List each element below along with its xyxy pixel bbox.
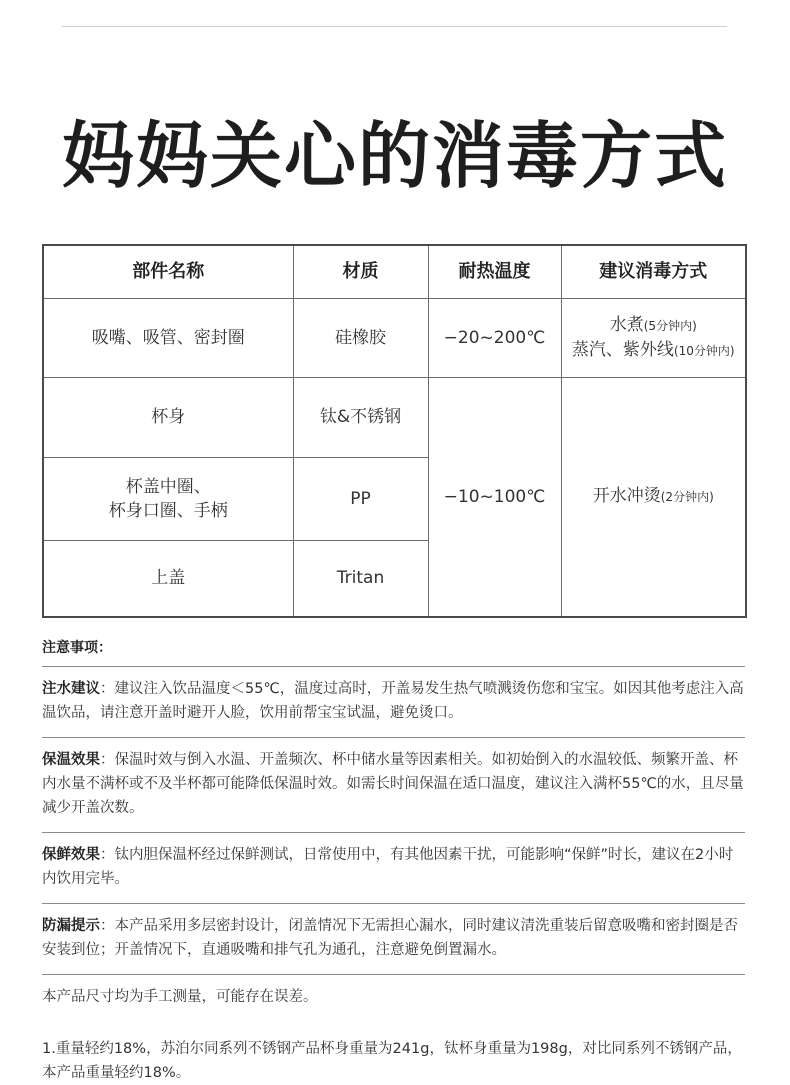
cell-material: PP xyxy=(293,457,428,540)
note-text: ：钛内胆保温杯经过保鲜测试，日常使用中，有其他因素干扰，可能影响“保鲜”时长，建议在2小时内饮用完毕。 xyxy=(42,847,734,887)
cell-part: 上盖 xyxy=(43,540,293,617)
header-material: 材质 xyxy=(293,245,428,298)
cell-part-line: 杯盖中圈、 xyxy=(125,476,211,497)
header-part-name: 部件名称 xyxy=(43,245,293,298)
page-title: 妈妈关心的消毒方式 xyxy=(61,114,728,198)
note-text: ：保温时效与倒入水温、开盖频次、杯中储水量等因素相关。如初始倒入的水温较低、频繁开盖、杯内水量不满杯或不及半杯都可能降低保温时效。如需长时间保温在适口温度，建议注入满杯55℃的水，且尽量减少开盖次数。 xyxy=(42,752,744,816)
table-row xyxy=(43,298,746,377)
cell-part: 杯身 xyxy=(43,377,293,457)
measurement-disclaimer: 本产品尺寸均为手工测量，可能存在误差。 xyxy=(42,989,318,1005)
note-filling-advice xyxy=(42,667,745,738)
cell-heat-resistance: −10~100℃ xyxy=(428,377,561,617)
notes-section xyxy=(42,630,745,1085)
note-label: 注水建议 xyxy=(42,681,100,697)
cell-material: 硅橡胶 xyxy=(293,298,428,377)
cell-disinfection-method xyxy=(561,377,746,617)
method-boil: 水煮 xyxy=(609,314,644,335)
cell-part: 吸嘴、吸管、密封圈 xyxy=(43,298,293,377)
table-row xyxy=(43,377,746,457)
method-steam-uv: 蒸汽、紫外线 xyxy=(571,339,674,360)
note-insulation-effect xyxy=(42,738,745,833)
cell-material: Tritan xyxy=(293,540,428,617)
disinfection-table xyxy=(42,244,747,618)
method-boiling-water: 开水冲烫 xyxy=(592,486,661,507)
notes-heading: 注意事项： xyxy=(42,630,745,667)
method-steam-uv-duration: (10分钟内) xyxy=(673,343,735,358)
note-label: 保温效果 xyxy=(42,752,100,768)
method-boil-duration: (5分钟内) xyxy=(643,318,697,333)
note-label: 保鲜效果 xyxy=(42,847,100,863)
cell-part-line: 杯身口圈、手柄 xyxy=(108,500,228,521)
method-boiling-water-duration: (2分钟内) xyxy=(660,490,714,505)
cell-disinfection-method xyxy=(561,298,746,377)
note-leakproof-tip xyxy=(42,904,745,975)
top-divider xyxy=(62,26,727,27)
table-header-row xyxy=(43,245,746,298)
cell-material: 钛&不锈钢 xyxy=(293,377,428,457)
note-text: ：本产品采用多层密封设计，闭盖情况下无需担心漏水，同时建议清洗重装后留意吸嘴和密封圈是否安装到位；开盖情况下，直通吸嘴和排气孔为通孔，注意避免倒置漏水。 xyxy=(42,918,738,958)
note-text: ：建议注入饮品温度＜55℃，温度过高时，开盖易发生热气喷溅烫伤您和宝宝。如因其他考虑注入高温饮品，请注意开盖时避开人脸，饮用前帮宝宝试温，避免烫口。 xyxy=(42,681,744,721)
note-label: 防漏提示 xyxy=(42,918,100,934)
header-heat-resistance: 耐热温度 xyxy=(428,245,561,298)
note-freshness-effect xyxy=(42,833,745,904)
cell-heat-resistance: −20~200℃ xyxy=(428,298,561,377)
header-disinfection-method: 建议消毒方式 xyxy=(561,245,746,298)
weight-note: 1.重量轻约18%，苏泊尔同系列不锈钢产品杯身重量为241g，钛杯身重量为198g，对比同系列不锈钢产品，本产品重量轻约18%。 xyxy=(42,1041,742,1081)
cell-part xyxy=(43,457,293,540)
